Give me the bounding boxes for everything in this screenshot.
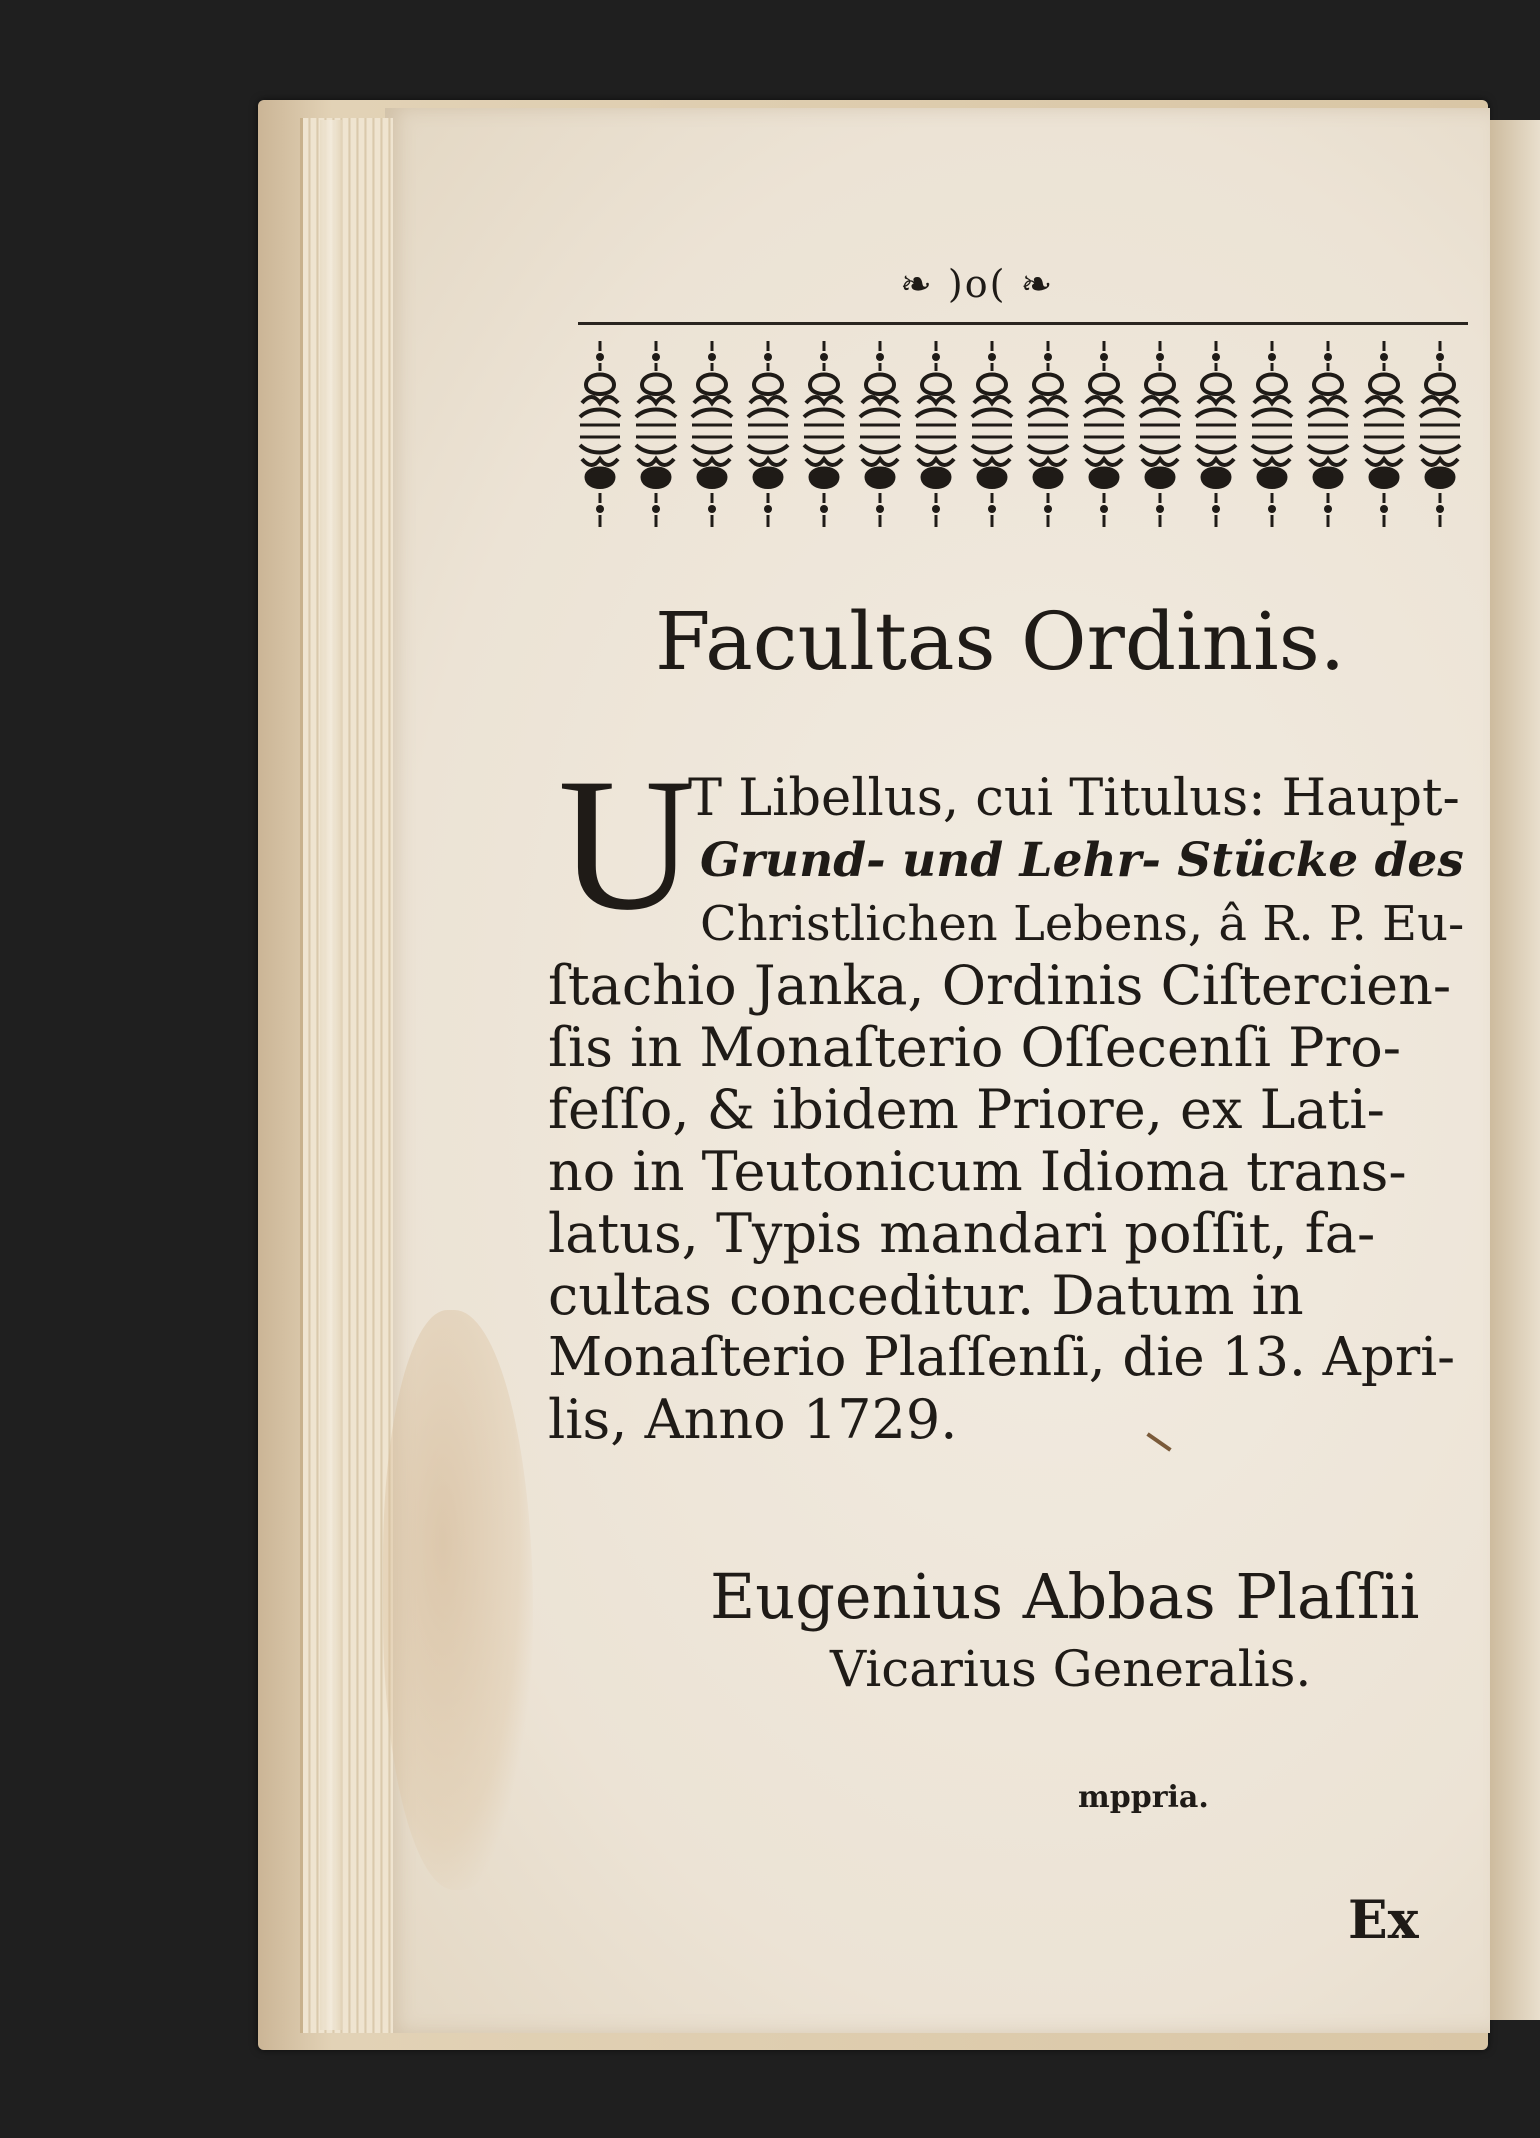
manu-propria-note: mppria. <box>1078 1780 1209 1815</box>
spine-strip <box>320 120 342 2030</box>
header-ornament: ❧ )o( ❧ <box>900 262 1055 306</box>
decorative-border-band <box>578 335 1468 555</box>
signature-role: Vicarius Generalis. <box>830 1640 1312 1698</box>
signature-name: Eugenius Abbas Plaſſii <box>710 1560 1420 1633</box>
page-edges <box>300 118 393 2033</box>
drop-capital: U <box>558 740 696 950</box>
body-line-2: Grund- und Lehr- Stücke des <box>700 833 1464 888</box>
body-line-10: Monaſterio Plaſſenſi, die 13. Apri- <box>548 1327 1456 1388</box>
body-line-3: Christlichen Lebens, â R. P. Eu- <box>700 896 1465 952</box>
page-title: Facultas Ordinis. <box>655 595 1346 688</box>
body-line-6: feſſo, & ibidem Priore, ex Lati- <box>548 1078 1385 1141</box>
body-line-1: T Libellus, cui Titulus: Haupt- <box>688 769 1460 828</box>
body-line-9: cultas conceditur. Datum in <box>548 1264 1304 1327</box>
body-line-11: lis, Anno 1729. <box>548 1388 958 1451</box>
facing-page-edge <box>1490 120 1540 2020</box>
body-line-4: ſtachio Janka, Ordinis Ciſtercien- <box>548 954 1452 1017</box>
body-line-5: ſis in Monaſterio Oſſecenſi Pro- <box>548 1016 1402 1079</box>
body-line-8: latus, Typis mandari poſſit, fa- <box>548 1202 1376 1265</box>
header-rule <box>578 322 1468 325</box>
catchword: Ex <box>1348 1890 1419 1951</box>
body-line-7: no in Teutonicum Idioma trans- <box>548 1140 1407 1203</box>
